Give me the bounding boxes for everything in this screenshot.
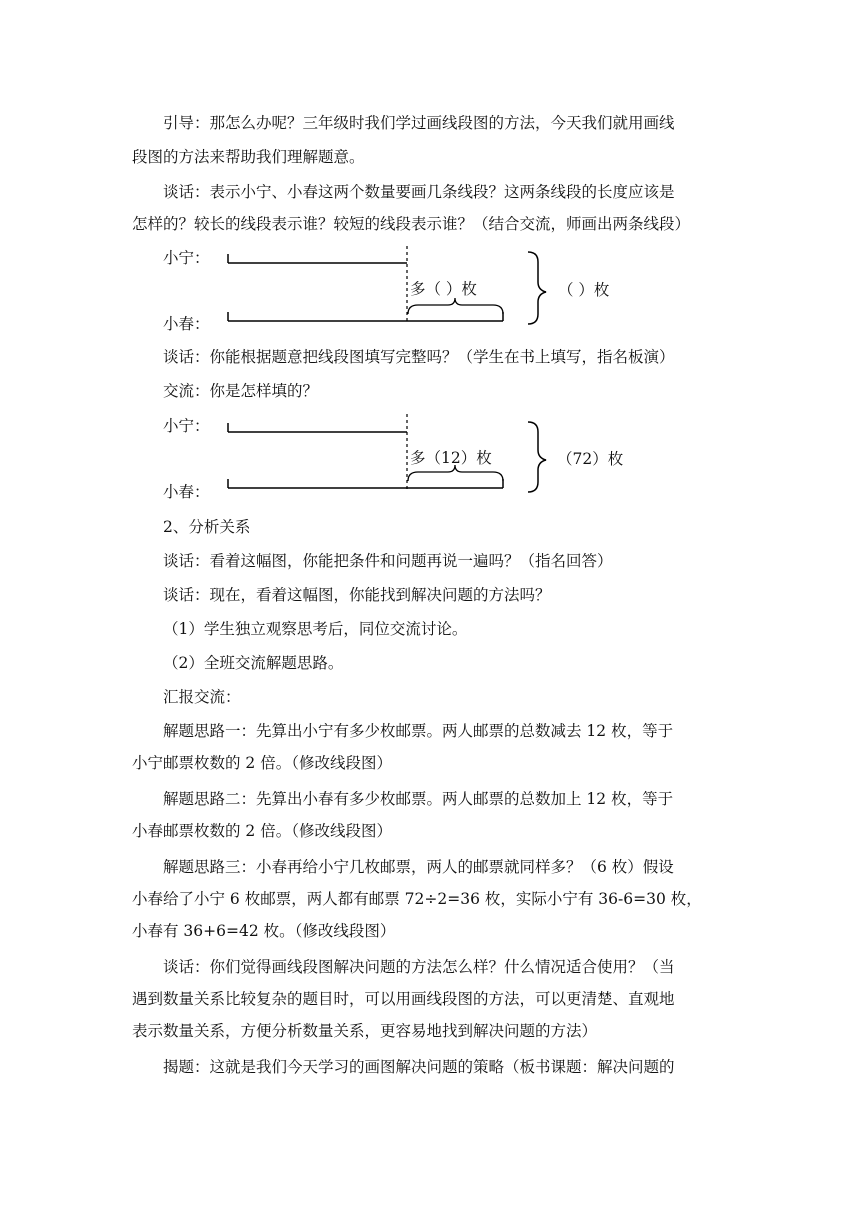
paragraph-line: 小春有 36+6=42 枚。（修改线段图）	[132, 922, 396, 940]
label-xiaochun: 小春：	[163, 483, 210, 501]
paragraph-line: 汇报交流：	[163, 688, 241, 706]
paragraph-line: 怎样的？较长的线段表示谁？较短的线段表示谁？（结合交流，师画出两条线段）	[132, 215, 691, 233]
paragraph-line: 解题思路一：先算出小宁有多少枚邮票。两人邮票的总数减去 12 枚，等于	[163, 722, 674, 740]
paragraph-line: 谈话：你能根据题意把线段图填写完整吗？（学生在书上填写，指名板演）	[163, 348, 675, 366]
paragraph-line: 表示数量关系，方便分析数量关系，更容易地找到解决问题的方法）	[132, 1022, 598, 1040]
paragraph-line: 揭题：这就是我们今天学习的画图解决问题的策略（板书课题：解决问题的	[163, 1058, 675, 1076]
line-segment-diagram-2	[0, 410, 860, 520]
line-segment-diagram-1	[0, 240, 860, 350]
paragraph-line: 小春邮票枚数的 2 倍。（修改线段图）	[132, 822, 392, 840]
paragraph-line: （1）学生独立观察思考后，同位交流讨论。	[163, 620, 468, 638]
paragraph-line: 引导：那怎么办呢？三年级时我们学过画线段图的方法，今天我们就用画线	[163, 114, 675, 132]
paragraph-line: （2）全班交流解题思路。	[163, 654, 344, 672]
label-more: 多（ ）枚	[410, 280, 477, 298]
label-total: （72）枚	[557, 450, 624, 468]
paragraph-line: 谈话：表示小宁、小春这两个数量要画几条线段？这两条线段的长度应该是	[163, 183, 675, 201]
paragraph-line: 交流：你是怎样填的？	[163, 382, 319, 400]
label-xiaoning: 小宁：	[163, 249, 210, 267]
paragraph-line: 遇到数量关系比较复杂的题目时，可以用画线段图的方法，可以更清楚、直观地	[132, 990, 675, 1008]
label-total: （ ）枚	[558, 281, 610, 299]
paragraph-line: 小春给了小宁 6 枚邮票，两人都有邮票 72÷2=36 枚，实际小宁有 36-6=30 枚，	[132, 890, 702, 908]
more-brace	[408, 298, 503, 314]
paragraph-line: 谈话：看着这幅图，你能把条件和问题再说一遍吗？（指名回答）	[163, 552, 613, 570]
paragraph-line: 解题思路三：小春再给小宁几枚邮票，两人的邮票就同样多？（6 枚）假设	[163, 858, 674, 876]
total-brace	[528, 422, 546, 492]
section-heading: 2、分析关系	[163, 518, 251, 536]
paragraph-line: 谈话：你们觉得画线段图解决问题的方法怎么样？什么情况适合使用？（当	[163, 958, 675, 976]
paragraph-line: 小宁邮票枚数的 2 倍。（修改线段图）	[132, 754, 392, 772]
total-brace	[528, 252, 546, 324]
label-xiaoning: 小宁：	[163, 417, 210, 435]
label-xiaochun: 小春：	[163, 315, 210, 333]
label-more: 多（12）枚	[410, 449, 492, 467]
paragraph-line: 解题思路二：先算出小春有多少枚邮票。两人邮票的总数加上 12 枚，等于	[163, 790, 674, 808]
paragraph-line: 谈话：现在，看着这幅图，你能找到解决问题的方法吗？	[163, 586, 551, 604]
paragraph-line: 段图的方法来帮助我们理解题意。	[132, 148, 365, 166]
